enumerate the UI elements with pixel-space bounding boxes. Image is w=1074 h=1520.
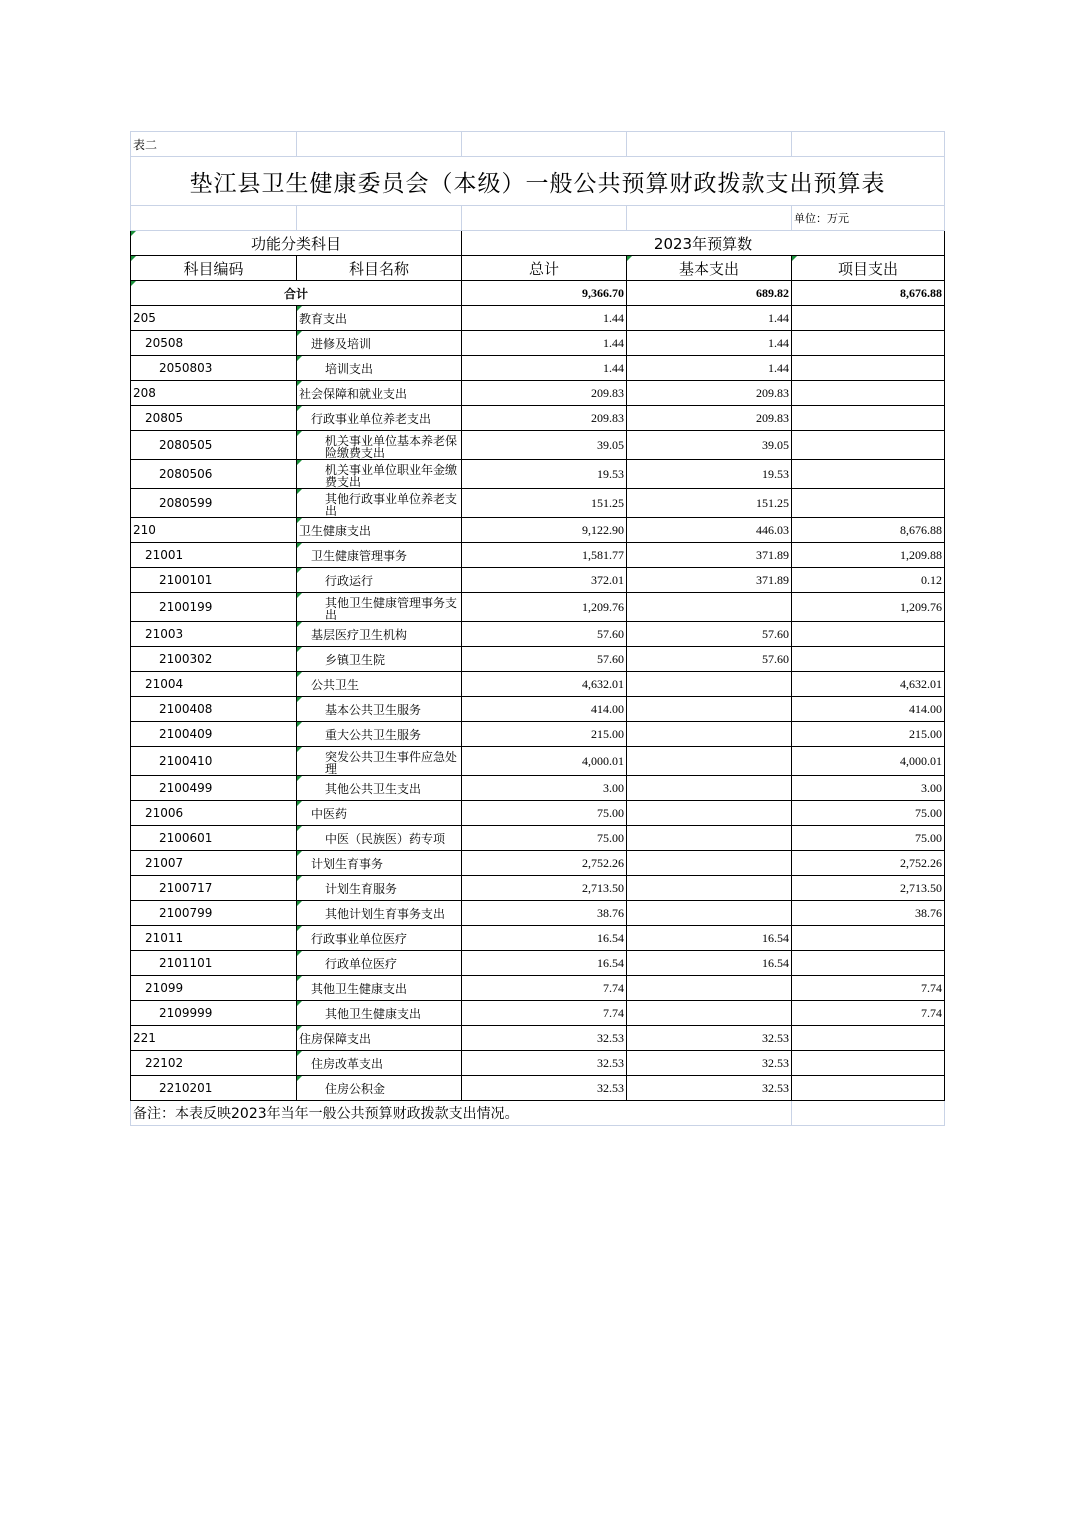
row-total: 3.00	[462, 776, 627, 801]
row-total: 32.53	[462, 1026, 627, 1051]
row-name: 行政事业单位医疗	[297, 926, 462, 951]
row-code: 205	[131, 306, 297, 331]
row-total: 16.54	[462, 951, 627, 976]
table-row	[131, 776, 945, 801]
row-basic	[627, 1001, 792, 1026]
row-code: 21007	[131, 851, 297, 876]
row-code: 21011	[131, 926, 297, 951]
row-project: 75.00	[792, 826, 945, 851]
row-project	[792, 431, 945, 460]
row-name: 进修及培训	[297, 331, 462, 356]
row-total: 372.01	[462, 568, 627, 593]
row-name: 社会保障和就业支出	[297, 381, 462, 406]
total-basic: 689.82	[627, 281, 792, 306]
row-code: 22102	[131, 1051, 297, 1076]
table-label: 表二	[131, 132, 297, 157]
row-code: 221	[131, 1026, 297, 1051]
table-row	[131, 356, 945, 381]
row-name: 基层医疗卫生机构	[297, 622, 462, 647]
row-basic: 371.89	[627, 543, 792, 568]
total-sum: 9,366.70	[462, 281, 627, 306]
total-project: 8,676.88	[792, 281, 945, 306]
table-row	[131, 951, 945, 976]
row-name: 其他卫生健康支出	[297, 976, 462, 1001]
header-code: 科目编码	[131, 256, 297, 281]
row-name: 其他行政事业单位养老支出	[297, 489, 462, 518]
row-code: 2210201	[131, 1076, 297, 1101]
table-row	[131, 826, 945, 851]
row-total: 7.74	[462, 1001, 627, 1026]
row-project	[792, 460, 945, 489]
row-code: 2109999	[131, 1001, 297, 1026]
table-row	[131, 518, 945, 543]
footnote: 备注：本表反映2023年当年一般公共预算财政拨款支出情况。	[131, 1101, 792, 1126]
unit-label: 单位：万元	[792, 206, 945, 231]
table-row	[131, 672, 945, 697]
row-basic	[627, 851, 792, 876]
row-project	[792, 1076, 945, 1101]
table-row	[131, 851, 945, 876]
row-basic	[627, 801, 792, 826]
table-row	[131, 801, 945, 826]
row-code: 21003	[131, 622, 297, 647]
row-project	[792, 622, 945, 647]
row-total: 16.54	[462, 926, 627, 951]
row-project: 7.74	[792, 1001, 945, 1026]
row-total: 57.60	[462, 622, 627, 647]
table-row	[131, 331, 945, 356]
row-code: 21006	[131, 801, 297, 826]
row-total: 1.44	[462, 356, 627, 381]
row-name: 住房公积金	[297, 1076, 462, 1101]
total-label: 合计	[131, 281, 462, 306]
table-row	[131, 722, 945, 747]
row-name: 机关事业单位职业年金缴费支出	[297, 460, 462, 489]
row-total: 1,581.77	[462, 543, 627, 568]
table-row	[131, 568, 945, 593]
row-project	[792, 647, 945, 672]
row-project: 2,752.26	[792, 851, 945, 876]
row-code: 21001	[131, 543, 297, 568]
row-basic: 16.54	[627, 926, 792, 951]
table-row	[131, 406, 945, 431]
row-total: 19.53	[462, 460, 627, 489]
row-project: 38.76	[792, 901, 945, 926]
row-name: 住房保障支出	[297, 1026, 462, 1051]
row-total: 4,632.01	[462, 672, 627, 697]
row-project: 8,676.88	[792, 518, 945, 543]
row-total: 2,713.50	[462, 876, 627, 901]
table-row	[131, 622, 945, 647]
row-basic: 151.25	[627, 489, 792, 518]
row-basic: 371.89	[627, 568, 792, 593]
row-code: 20805	[131, 406, 297, 431]
row-basic: 39.05	[627, 431, 792, 460]
row-code: 2100601	[131, 826, 297, 851]
row-total: 1.44	[462, 306, 627, 331]
row-project: 215.00	[792, 722, 945, 747]
row-basic: 209.83	[627, 381, 792, 406]
row-project	[792, 1026, 945, 1051]
row-basic	[627, 697, 792, 722]
row-name: 其他计划生育事务支出	[297, 901, 462, 926]
row-basic: 446.03	[627, 518, 792, 543]
row-total: 38.76	[462, 901, 627, 926]
row-total: 414.00	[462, 697, 627, 722]
row-code: 2080599	[131, 489, 297, 518]
row-project	[792, 406, 945, 431]
row-total: 1.44	[462, 331, 627, 356]
row-basic: 16.54	[627, 951, 792, 976]
row-code: 2100101	[131, 568, 297, 593]
row-project	[792, 1051, 945, 1076]
row-name: 行政事业单位养老支出	[297, 406, 462, 431]
table-row	[131, 460, 945, 489]
header-basic: 基本支出	[627, 256, 792, 281]
row-name: 其他公共卫生支出	[297, 776, 462, 801]
table-row	[131, 1051, 945, 1076]
header-budget-year: 2023年预算数	[462, 231, 945, 256]
header-total: 总计	[462, 256, 627, 281]
row-project	[792, 381, 945, 406]
table-row	[131, 976, 945, 1001]
row-basic: 1.44	[627, 356, 792, 381]
table-row	[131, 697, 945, 722]
row-basic	[627, 593, 792, 622]
row-code: 2101101	[131, 951, 297, 976]
row-name: 培训支出	[297, 356, 462, 381]
table-row	[131, 1001, 945, 1026]
row-total: 4,000.01	[462, 747, 627, 776]
row-name: 卫生健康管理事务	[297, 543, 462, 568]
row-basic: 209.83	[627, 406, 792, 431]
row-basic	[627, 826, 792, 851]
total-row	[131, 281, 945, 306]
row-basic: 1.44	[627, 306, 792, 331]
row-project	[792, 926, 945, 951]
row-code: 208	[131, 381, 297, 406]
row-name: 其他卫生健康管理事务支出	[297, 593, 462, 622]
row-code: 2100302	[131, 647, 297, 672]
row-project: 2,713.50	[792, 876, 945, 901]
row-name: 教育支出	[297, 306, 462, 331]
row-project: 1,209.76	[792, 593, 945, 622]
row-code: 2100717	[131, 876, 297, 901]
row-code: 21004	[131, 672, 297, 697]
table-row	[131, 431, 945, 460]
table-row	[131, 926, 945, 951]
row-basic: 32.53	[627, 1026, 792, 1051]
row-name: 中医药	[297, 801, 462, 826]
budget-table	[130, 131, 945, 1126]
table-row	[131, 306, 945, 331]
row-name: 重大公共卫生服务	[297, 722, 462, 747]
row-project: 3.00	[792, 776, 945, 801]
row-total: 215.00	[462, 722, 627, 747]
row-basic: 57.60	[627, 622, 792, 647]
row-name: 卫生健康支出	[297, 518, 462, 543]
row-code: 210	[131, 518, 297, 543]
row-code: 2100199	[131, 593, 297, 622]
row-name: 行政运行	[297, 568, 462, 593]
table-row	[131, 593, 945, 622]
table-row	[131, 381, 945, 406]
row-name: 机关事业单位基本养老保险缴费支出	[297, 431, 462, 460]
row-name: 基本公共卫生服务	[297, 697, 462, 722]
row-project: 7.74	[792, 976, 945, 1001]
row-basic: 32.53	[627, 1076, 792, 1101]
row-total: 209.83	[462, 381, 627, 406]
row-project: 0.12	[792, 568, 945, 593]
row-code: 20508	[131, 331, 297, 356]
row-project	[792, 356, 945, 381]
row-name: 公共卫生	[297, 672, 462, 697]
row-basic	[627, 722, 792, 747]
row-name: 计划生育事务	[297, 851, 462, 876]
row-basic: 19.53	[627, 460, 792, 489]
row-total: 1,209.76	[462, 593, 627, 622]
budget-sheet	[130, 131, 944, 1126]
table-row	[131, 1076, 945, 1101]
table-row	[131, 543, 945, 568]
row-name: 计划生育服务	[297, 876, 462, 901]
row-code: 2100499	[131, 776, 297, 801]
table-row	[131, 489, 945, 518]
row-project	[792, 306, 945, 331]
row-project: 414.00	[792, 697, 945, 722]
row-project	[792, 951, 945, 976]
row-total: 32.53	[462, 1076, 627, 1101]
row-code: 2100408	[131, 697, 297, 722]
row-code: 2050803	[131, 356, 297, 381]
table-row	[131, 647, 945, 672]
row-name: 其他卫生健康支出	[297, 1001, 462, 1026]
row-code: 2100799	[131, 901, 297, 926]
page-title: 垫江县卫生健康委员会（本级）一般公共预算财政拨款支出预算表	[131, 157, 945, 206]
row-project: 4,000.01	[792, 747, 945, 776]
row-code: 2080506	[131, 460, 297, 489]
row-name: 突发公共卫生事件应急处理	[297, 747, 462, 776]
row-basic	[627, 776, 792, 801]
row-total: 209.83	[462, 406, 627, 431]
row-name: 住房改革支出	[297, 1051, 462, 1076]
row-project: 75.00	[792, 801, 945, 826]
table-row	[131, 876, 945, 901]
row-total: 75.00	[462, 801, 627, 826]
row-total: 151.25	[462, 489, 627, 518]
row-total: 32.53	[462, 1051, 627, 1076]
header-name: 科目名称	[297, 256, 462, 281]
row-total: 9,122.90	[462, 518, 627, 543]
row-name: 行政单位医疗	[297, 951, 462, 976]
row-project	[792, 331, 945, 356]
row-basic	[627, 747, 792, 776]
row-code: 2100410	[131, 747, 297, 776]
table-row	[131, 747, 945, 776]
row-code: 2080505	[131, 431, 297, 460]
row-total: 39.05	[462, 431, 627, 460]
row-basic: 32.53	[627, 1051, 792, 1076]
row-code: 21099	[131, 976, 297, 1001]
row-project	[792, 489, 945, 518]
row-basic	[627, 672, 792, 697]
row-basic: 1.44	[627, 331, 792, 356]
header-func-category: 功能分类科目	[131, 231, 462, 256]
row-total: 7.74	[462, 976, 627, 1001]
row-total: 2,752.26	[462, 851, 627, 876]
row-basic	[627, 876, 792, 901]
row-name: 中医（民族医）药专项	[297, 826, 462, 851]
row-name: 乡镇卫生院	[297, 647, 462, 672]
row-total: 57.60	[462, 647, 627, 672]
row-project: 4,632.01	[792, 672, 945, 697]
row-project: 1,209.88	[792, 543, 945, 568]
table-row	[131, 1026, 945, 1051]
header-project: 项目支出	[792, 256, 945, 281]
row-basic	[627, 901, 792, 926]
row-basic	[627, 976, 792, 1001]
row-basic: 57.60	[627, 647, 792, 672]
row-code: 2100409	[131, 722, 297, 747]
row-total: 75.00	[462, 826, 627, 851]
table-row	[131, 901, 945, 926]
